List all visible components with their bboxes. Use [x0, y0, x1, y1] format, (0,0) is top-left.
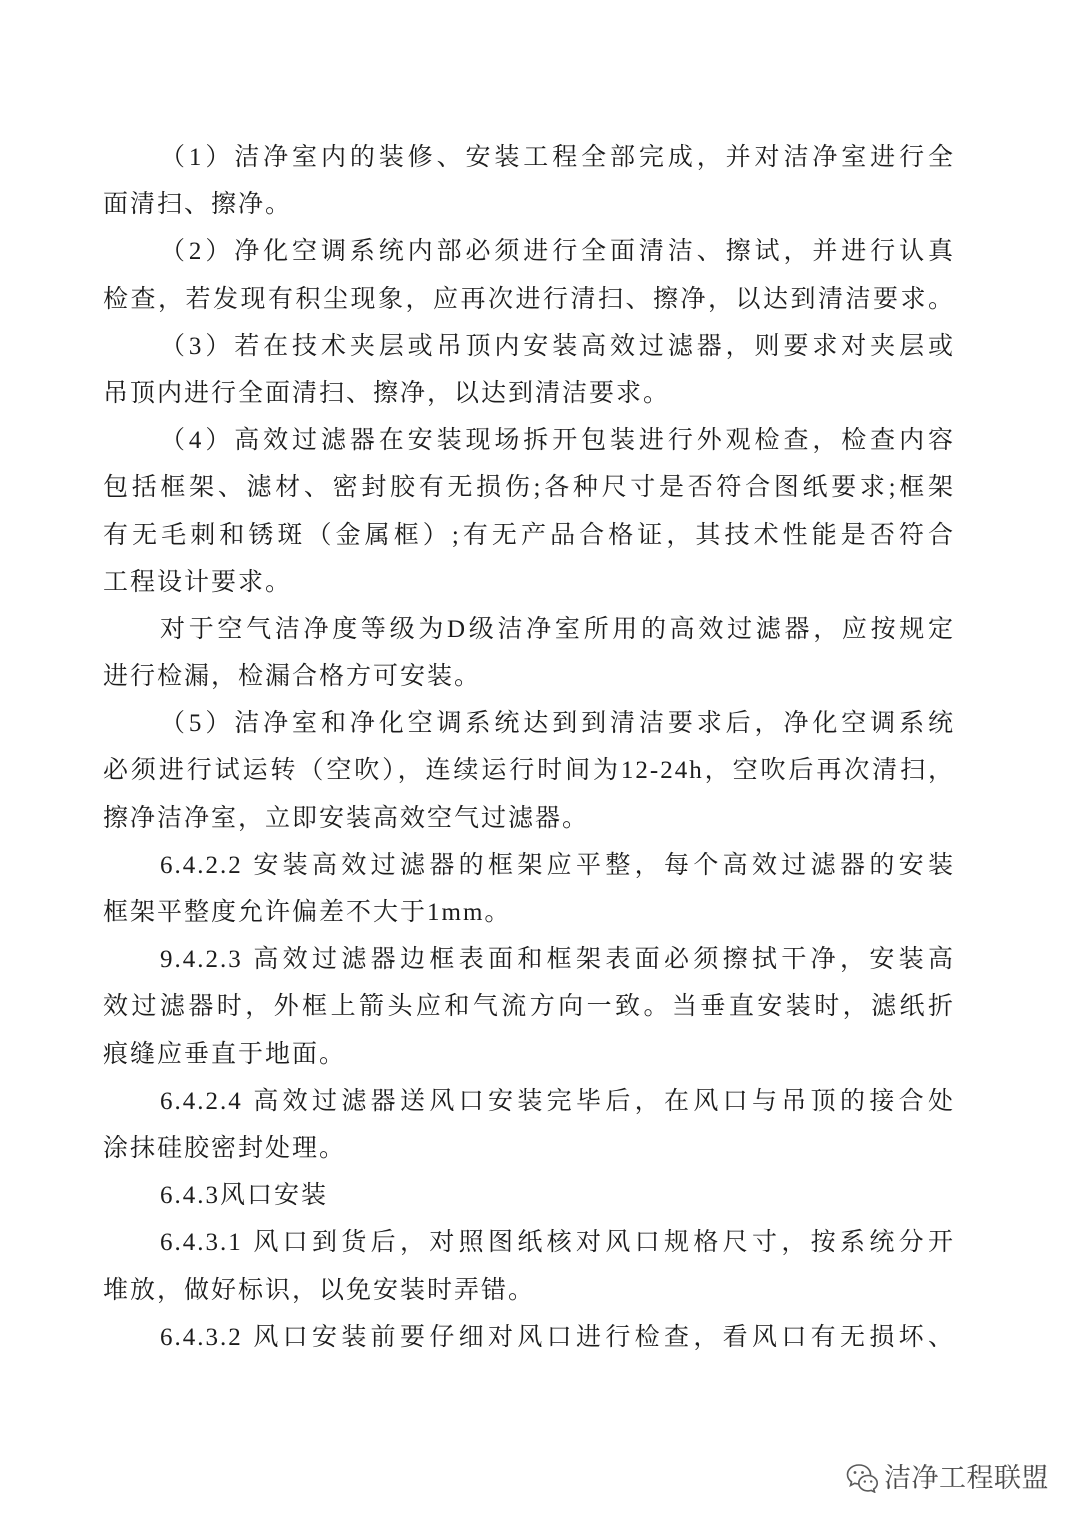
paragraph-line: 框架平整度允许偏差不大于1mm。 — [103, 899, 512, 926]
paragraph-line: （5）洁净室和净化空调系统达到到清洁要求后，净化空调系统 — [160, 710, 955, 738]
paragraph-line: 9.4.2.3 高效过滤器边框表面和框架表面必须擦拭干净，安装高 — [160, 946, 955, 974]
paragraph-line: 检查，若发现有积尘现象，应再次进行清扫、擦净，以达到清洁要求。 — [103, 285, 955, 313]
paragraph-line: 6.4.2.4 高效过滤器送风口安装完毕后，在风口与吊顶的接合处 — [160, 1087, 955, 1115]
paragraph-12 — [103, 1314, 955, 1361]
paragraph-line: 进行检漏，检漏合格方可安装。 — [103, 663, 482, 691]
paragraph-1 — [103, 134, 955, 228]
watermark — [846, 1462, 1049, 1494]
paragraph-4 — [103, 417, 955, 606]
paragraph-line: 痕缝应垂直于地面。 — [103, 1040, 347, 1068]
paragraph-line: 6.4.3风口安装 — [160, 1182, 329, 1210]
paragraph-line: 涂抹硅胶密封处理。 — [103, 1134, 347, 1162]
paragraph-line: （4）高效过滤器在安装现场拆开包装进行外观检查，检查内容 — [160, 427, 955, 455]
paragraph-9 — [103, 1078, 955, 1172]
wechat-icon — [846, 1463, 880, 1493]
paragraph-6 — [103, 700, 955, 842]
paragraph-line: 6.4.3.2 风口安装前要仔细对风口进行检查，看风口有无损坏、 — [160, 1323, 955, 1351]
paragraph-5 — [103, 606, 955, 700]
paragraph-2 — [103, 228, 955, 322]
paragraph-3 — [103, 323, 955, 417]
section-heading — [103, 1172, 955, 1219]
paragraph-line: 有无毛刺和锈斑（金属框）;有无产品合格证，其技术性能是否符合 — [103, 521, 955, 549]
paragraph-line: 6.4.2.2 安装高效过滤器的框架应平整，每个高效过滤器的安装 — [160, 851, 955, 879]
paragraph-line: 堆放，做好标识，以免安装时弄错。 — [103, 1276, 536, 1304]
paragraph-line: 对于空气洁净度等级为D级洁净室所用的高效过滤器，应按规定 — [160, 615, 955, 643]
document-body — [103, 134, 955, 1361]
paragraph-8 — [103, 936, 955, 1078]
paragraph-7 — [103, 842, 955, 936]
watermark-text: 洁净工程联盟 — [884, 1463, 1049, 1493]
paragraph-line: 擦净洁净室，立即安装高效空气过滤器。 — [103, 804, 590, 832]
paragraph-line: （1）洁净室内的装修、安装工程全部完成，并对洁净室进行全 — [160, 144, 955, 171]
paragraph-line: 工程设计要求。 — [103, 568, 293, 596]
paragraph-line: 6.4.3.1 风口到货后，对照图纸核对风口规格尺寸，按系统分开 — [160, 1229, 955, 1257]
paragraph-line: （3）若在技术夹层或吊顶内安装高效过滤器，则要求对夹层或 — [160, 332, 955, 360]
paragraph-line: 必须进行试运转（空吹），连续运行时间为12-24h，空吹后再次清扫， — [103, 757, 955, 785]
paragraph-line: 效过滤器时，外框上箭头应和气流方向一致。当垂直安装时，滤纸折 — [103, 993, 955, 1021]
paragraph-11 — [103, 1219, 955, 1313]
paragraph-line: 包括框架、滤材、密封胶有无损伤;各种尺寸是否符合图纸要求;框架 — [103, 474, 955, 502]
paragraph-line: 吊顶内进行全面清扫、擦净，以达到清洁要求。 — [103, 379, 671, 407]
paragraph-line: 面清扫、擦净。 — [103, 191, 293, 219]
paragraph-line: （2）净化空调系统内部必须进行全面清洁、擦试，并进行认真 — [160, 238, 955, 266]
